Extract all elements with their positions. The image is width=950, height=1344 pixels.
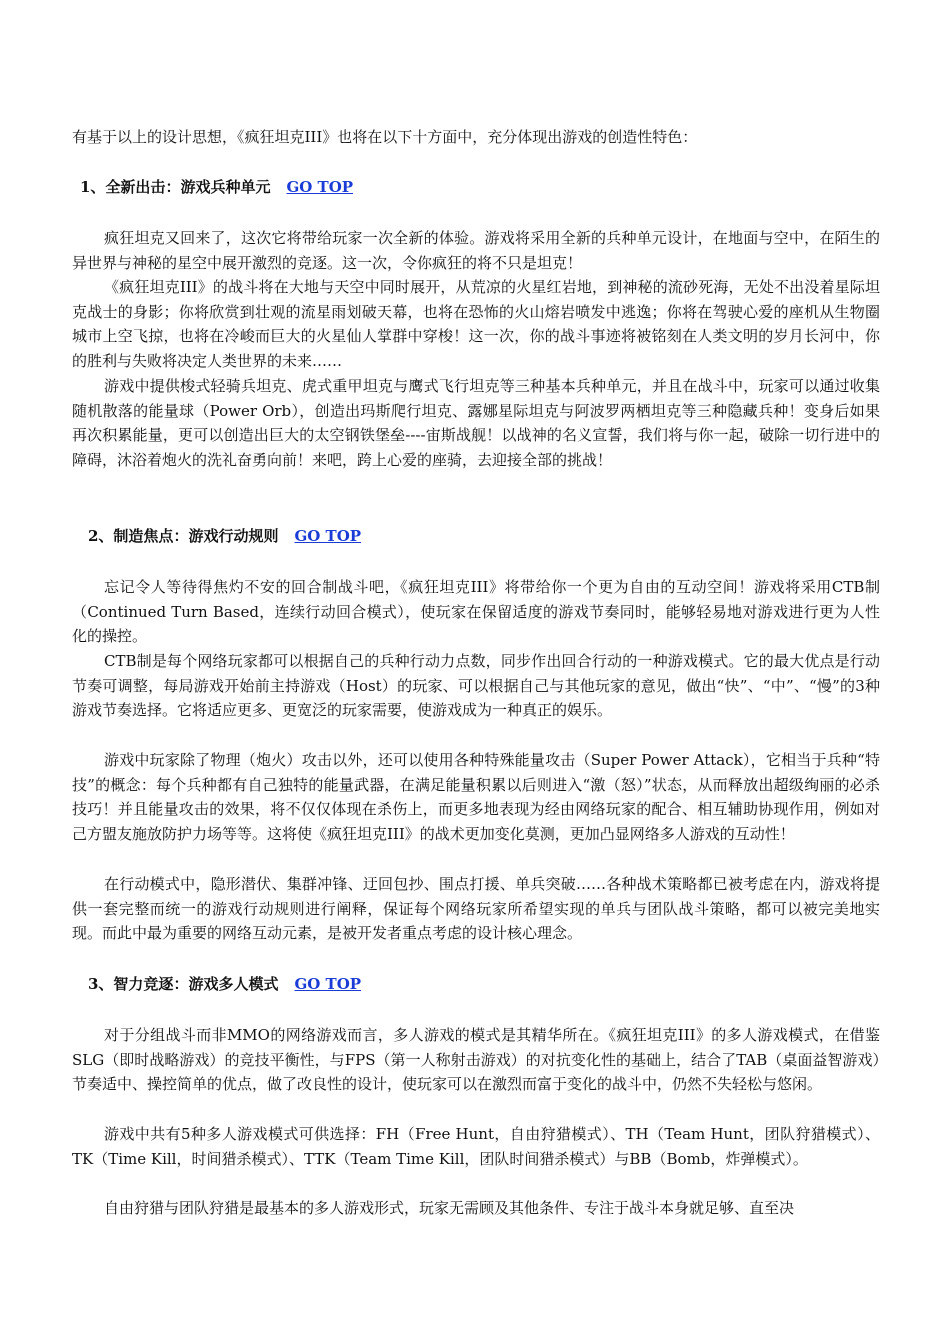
section-2-paragraph-2: CTB制是每个网络玩家都可以根据自己的兵种行动力点数，同步作出回合行动的一种游戏模式。它的最大优点是行动节奏可调整，每局游戏开始前主持游戏（Host）的玩家、可以根据自己与其他玩家的意见，做出“快”、“中”、“慢”的3种游戏节奏选择。它将适应更多、更宽泛的玩家需要，使游戏成为一种真正的娱乐。 (72, 652, 880, 719)
section-2-title: 2、制造焦点：游戏行动规则 (88, 527, 279, 545)
section-2-heading (88, 527, 361, 545)
section-3-paragraph-1: 对于分组战斗而非MMO的网络游戏而言，多人游戏的模式是其精华所在。《疯狂坦克III》的多人游戏模式，在借鉴SLG（即时战略游戏）的竞技平衡性，与FPS（第一人称射击游戏）的对抗变化性的基础上，结合了TAB（桌面益智游戏）节奏适中、操控简单的优点，做了改良性的设计，使玩家可以在激烈而富于变化的战斗中，仍然不失轻松与悠闲。 (72, 1026, 880, 1093)
section-3-title: 3、智力竞逐：游戏多人模式 (88, 975, 279, 993)
section-2-paragraph-1: 忘记令人等待得焦灼不安的回合制战斗吧，《疯狂坦克III》将带给你一个更为自由的互动空间！游戏将采用CTB制（Continued Turn Based，连续行动回合模式），使玩家在保留适度的游戏节奏同时，能够轻易地对游戏进行更为人性化的操控。 (72, 578, 880, 645)
section-2-paragraph-4: 在行动模式中，隐形潜伏、集群冲锋、迂回包抄、围点打援、单兵突破……各种战术策略都已被考虑在内，游戏将提供一套完整而统一的游戏行动规则进行阐释，保证每个网络玩家所希望实现的单兵与团队战斗策略，都可以被完美地实现。而此中最为重要的网络互动元素，是被开发者重点考虑的设计核心理念。 (72, 875, 880, 942)
section-1-paragraph-3: 游戏中提供梭式轻骑兵坦克、虎式重甲坦克与鹰式飞行坦克等三种基本兵种单元，并且在战斗中，玩家可以通过收集随机散落的能量球（Power Orb），创造出玛斯爬行坦克、露娜星际坦克与阿波罗两栖坦克等三种隐藏兵种！变身后如果再次积累能量，更可以创造出巨大的太空钢铁堡垒----宙斯战舰！以战神的名义宣誓，我们将与你一起，破除一切行进中的障碍，沐浴着炮火的洗礼奋勇向前！来吧，跨上心爱的座骑，去迎接全部的挑战！ (72, 377, 880, 469)
section-1-heading (80, 178, 353, 196)
section-3-paragraph-2: 游戏中共有5种多人游戏模式可供选择：FH（Free Hunt，自由狩猎模式）、TH（Team Hunt，团队狩猎模式）、TK（Time Kill，时间猎杀模式）、TTK（Team Time Kill，团队时间猎杀模式）与BB（Bomb，炸弹模式）。 (72, 1125, 880, 1168)
section-1-paragraph-2: 《疯狂坦克III》的战斗将在大地与天空中同时展开，从荒凉的火星红岩地，到神秘的流砂死海，无处不出没着星际坦克战士的身影；你将欣赏到壮观的流星雨划破天幕，也将在恐怖的火山熔岩喷发中逃逸；你将在驾驶心爱的座机从生物圈城市上空飞掠，也将在冷峻而巨大的火星仙人掌群中穿梭！这一次，你的战斗事迹将被铭刻在人类文明的岁月长河中，你的胜利与失败将决定人类世界的未来…… (72, 278, 880, 370)
section-2-paragraph-3: 游戏中玩家除了物理（炮火）攻击以外，还可以使用各种特殊能量攻击（Super Power Attack），它相当于兵种“特技”的概念：每个兵种都有自己独特的能量武器，在满足能量积累以后则进入“激（怒）”状态，从而释放出超级绚丽的必杀技巧！并且能量攻击的效果，将不仅仅体现在杀伤上，而更多地表现为经由网络玩家的配合、相互辅助协现作用，例如对己方盟友施放防护力场等等。这将使《疯狂坦克III》的战术更加变化莫测，更加凸显网络多人游戏的互动性！ (72, 751, 880, 843)
go-top-link-1[interactable]: GO TOP (286, 178, 354, 196)
intro-text: 有基于以上的设计思想，《疯狂坦克III》也将在以下十方面中，充分体现出游戏的创造性特色： (72, 128, 698, 146)
section-1-title: 1、全新出击：游戏兵种单元 (80, 178, 271, 196)
go-top-link-3[interactable]: GO TOP (294, 975, 362, 993)
go-top-link-2[interactable]: GO TOP (294, 527, 362, 545)
section-1-paragraph-1: 疯狂坦克又回来了，这次它将带给玩家一次全新的体验。游戏将采用全新的兵种单元设计，在地面与空中，在陌生的异世界与神秘的星空中展开激烈的竞逐。这一次，令你疯狂的将不只是坦克！ (72, 229, 880, 272)
section-3-heading (88, 975, 361, 993)
section-3-paragraph-3: 自由狩猎与团队狩猎是最基本的多人游戏形式，玩家无需顾及其他条件、专注于战斗本身就足够、直至决 (104, 1199, 795, 1217)
